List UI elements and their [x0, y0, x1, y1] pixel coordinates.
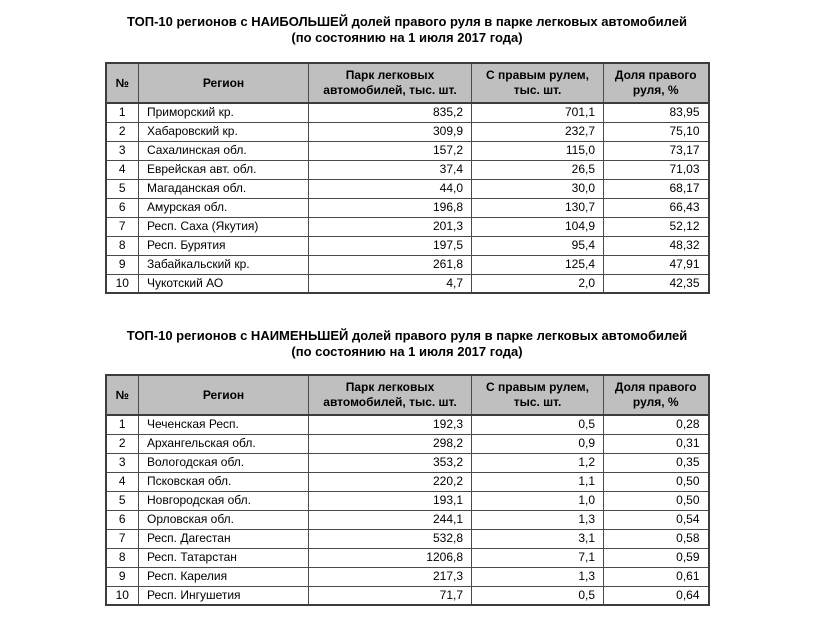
region-name-cell: Еврейская авт. обл.: [139, 160, 309, 179]
row-number-cell: 4: [106, 472, 139, 491]
row-number-cell: 3: [106, 141, 139, 160]
row-number-cell: 9: [106, 567, 139, 586]
share-value-cell: 73,17: [604, 141, 709, 160]
park-value-cell: 193,1: [309, 491, 472, 510]
rhd-value-cell: 3,1: [472, 529, 604, 548]
park-value-cell: 217,3: [309, 567, 472, 586]
column-header: Парк легковых автомобилей, тыс. шт.: [309, 375, 472, 415]
row-number-cell: 1: [106, 103, 139, 122]
table-row: [106, 160, 709, 179]
table-row: [106, 567, 709, 586]
region-name-cell: Вологодская обл.: [139, 453, 309, 472]
table-row: [106, 510, 709, 529]
park-value-cell: 353,2: [309, 453, 472, 472]
region-name-cell: Магаданская обл.: [139, 179, 309, 198]
row-number-cell: 10: [106, 274, 139, 293]
region-name-cell: Новгородская обл.: [139, 491, 309, 510]
title-line-2: (по состоянию на 1 июля 2017 года): [291, 30, 523, 45]
table-row: [106, 217, 709, 236]
table-row: [106, 453, 709, 472]
table-row: [106, 236, 709, 255]
park-value-cell: 298,2: [309, 434, 472, 453]
rhd-value-cell: 1,3: [472, 567, 604, 586]
rhd-value-cell: 95,4: [472, 236, 604, 255]
table-row: [106, 274, 709, 293]
share-value-cell: 0,58: [604, 529, 709, 548]
share-value-cell: 0,61: [604, 567, 709, 586]
rhd-value-cell: 0,5: [472, 586, 604, 605]
row-number-cell: 9: [106, 255, 139, 274]
regions-table-lowest: [105, 374, 710, 606]
row-number-cell: 8: [106, 548, 139, 567]
rhd-value-cell: 1,0: [472, 491, 604, 510]
park-value-cell: 196,8: [309, 198, 472, 217]
park-value-cell: 1206,8: [309, 548, 472, 567]
table-row: [106, 434, 709, 453]
share-value-cell: 0,64: [604, 586, 709, 605]
rhd-value-cell: 701,1: [472, 103, 604, 122]
region-name-cell: Хабаровский кр.: [139, 122, 309, 141]
share-value-cell: 42,35: [604, 274, 709, 293]
region-name-cell: Респ. Татарстан: [139, 548, 309, 567]
column-header: №: [106, 63, 139, 103]
share-value-cell: 75,10: [604, 122, 709, 141]
table-row: [106, 472, 709, 491]
rhd-value-cell: 125,4: [472, 255, 604, 274]
share-value-cell: 47,91: [604, 255, 709, 274]
rhd-value-cell: 0,5: [472, 415, 604, 434]
table-row: [106, 529, 709, 548]
regions-table-highest: [105, 62, 710, 294]
share-value-cell: 71,03: [604, 160, 709, 179]
region-name-cell: Респ. Бурятия: [139, 236, 309, 255]
park-value-cell: 4,7: [309, 274, 472, 293]
share-value-cell: 0,50: [604, 491, 709, 510]
row-number-cell: 5: [106, 179, 139, 198]
header-row: [106, 63, 709, 103]
region-name-cell: Сахалинская обл.: [139, 141, 309, 160]
rhd-value-cell: 0,9: [472, 434, 604, 453]
row-number-cell: 7: [106, 217, 139, 236]
table-row: [106, 415, 709, 434]
header-row: [106, 375, 709, 415]
row-number-cell: 7: [106, 529, 139, 548]
row-number-cell: 3: [106, 453, 139, 472]
title-line-1: ТОП-10 регионов с НАИБОЛЬШЕЙ долей правого руля в парке легковых автомобилей: [127, 14, 687, 29]
park-value-cell: 192,3: [309, 415, 472, 434]
region-name-cell: Чеченская Респ.: [139, 415, 309, 434]
share-value-cell: 0,35: [604, 453, 709, 472]
park-value-cell: 201,3: [309, 217, 472, 236]
share-value-cell: 0,59: [604, 548, 709, 567]
region-name-cell: Респ. Дагестан: [139, 529, 309, 548]
table-title-lowest: [0, 328, 814, 360]
table-row: [106, 141, 709, 160]
rhd-value-cell: 30,0: [472, 179, 604, 198]
share-value-cell: 83,95: [604, 103, 709, 122]
column-header: С правым рулем, тыс. шт.: [472, 63, 604, 103]
title-line-1: ТОП-10 регионов с НАИМЕНЬШЕЙ долей правого руля в парке легковых автомобилей: [126, 328, 688, 343]
top10-lowest-section: [0, 328, 814, 606]
region-name-cell: Архангельская обл.: [139, 434, 309, 453]
table-row: [106, 491, 709, 510]
row-number-cell: 2: [106, 434, 139, 453]
column-header: №: [106, 375, 139, 415]
rhd-value-cell: 26,5: [472, 160, 604, 179]
table-row: [106, 122, 709, 141]
park-value-cell: 44,0: [309, 179, 472, 198]
park-value-cell: 71,7: [309, 586, 472, 605]
row-number-cell: 1: [106, 415, 139, 434]
row-number-cell: 6: [106, 510, 139, 529]
region-name-cell: Орловская обл.: [139, 510, 309, 529]
table-title-highest: [0, 14, 814, 46]
rhd-value-cell: 232,7: [472, 122, 604, 141]
top10-highest-section: [0, 14, 814, 294]
region-name-cell: Респ. Ингушетия: [139, 586, 309, 605]
row-number-cell: 6: [106, 198, 139, 217]
region-name-cell: Респ. Карелия: [139, 567, 309, 586]
park-value-cell: 261,8: [309, 255, 472, 274]
column-header: Регион: [139, 63, 309, 103]
table-row: [106, 198, 709, 217]
share-value-cell: 0,50: [604, 472, 709, 491]
rhd-value-cell: 2,0: [472, 274, 604, 293]
region-name-cell: Респ. Саха (Якутия): [139, 217, 309, 236]
rhd-value-cell: 115,0: [472, 141, 604, 160]
column-header: Регион: [139, 375, 309, 415]
title-line-2: (по состоянию на 1 июля 2017 года): [291, 344, 523, 359]
rhd-value-cell: 130,7: [472, 198, 604, 217]
row-number-cell: 10: [106, 586, 139, 605]
share-value-cell: 68,17: [604, 179, 709, 198]
share-value-cell: 66,43: [604, 198, 709, 217]
park-value-cell: 157,2: [309, 141, 472, 160]
row-number-cell: 5: [106, 491, 139, 510]
region-name-cell: Приморский кр.: [139, 103, 309, 122]
table-row: [106, 548, 709, 567]
share-value-cell: 0,28: [604, 415, 709, 434]
column-header: Доля правого руля, %: [604, 63, 709, 103]
column-header: Парк легковых автомобилей, тыс. шт.: [309, 63, 472, 103]
park-value-cell: 197,5: [309, 236, 472, 255]
park-value-cell: 532,8: [309, 529, 472, 548]
rhd-value-cell: 1,3: [472, 510, 604, 529]
rhd-value-cell: 104,9: [472, 217, 604, 236]
share-value-cell: 0,54: [604, 510, 709, 529]
region-name-cell: Амурская обл.: [139, 198, 309, 217]
region-name-cell: Забайкальский кр.: [139, 255, 309, 274]
share-value-cell: 0,31: [604, 434, 709, 453]
park-value-cell: 835,2: [309, 103, 472, 122]
column-header: С правым рулем, тыс. шт.: [472, 375, 604, 415]
share-value-cell: 52,12: [604, 217, 709, 236]
table-row: [106, 586, 709, 605]
table-row: [106, 179, 709, 198]
rhd-value-cell: 1,1: [472, 472, 604, 491]
row-number-cell: 2: [106, 122, 139, 141]
region-name-cell: Псковская обл.: [139, 472, 309, 491]
region-name-cell: Чукотский АО: [139, 274, 309, 293]
table-row: [106, 103, 709, 122]
park-value-cell: 244,1: [309, 510, 472, 529]
row-number-cell: 4: [106, 160, 139, 179]
park-value-cell: 37,4: [309, 160, 472, 179]
park-value-cell: 309,9: [309, 122, 472, 141]
column-header: Доля правого руля, %: [604, 375, 709, 415]
park-value-cell: 220,2: [309, 472, 472, 491]
table-row: [106, 255, 709, 274]
rhd-value-cell: 1,2: [472, 453, 604, 472]
row-number-cell: 8: [106, 236, 139, 255]
share-value-cell: 48,32: [604, 236, 709, 255]
rhd-value-cell: 7,1: [472, 548, 604, 567]
